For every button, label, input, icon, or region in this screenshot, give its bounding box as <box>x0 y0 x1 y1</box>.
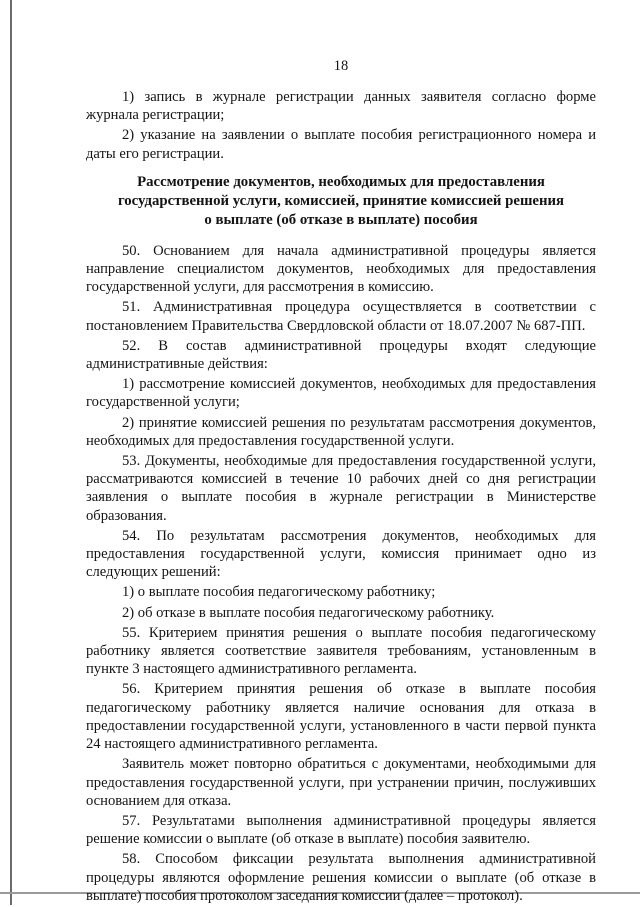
paragraph-53: 53. Документы, необходимые для предоставления государственной услуги, рассматриваются комиссией в течение 10 рабочих дней со дня регистрации заявления о выплате пособия в журнале регистрации в Министерстве образования. <box>86 453 596 524</box>
intro-item-1: 1) запись в журнале регистрации данных заявителя согласно форме журнала регистрации; <box>86 89 596 124</box>
document-body <box>86 88 596 907</box>
section-heading-line-3: о выплате (об отказе в выплате) пособия <box>204 211 478 228</box>
paragraph-58: 58. Способом фиксации результата выполнения административной процедуры являются оформление решения комиссии о выплате (об отказе в выплате) пособия протоколом заседания комиссии (далее – протокол). <box>86 851 596 904</box>
scan-edge-left <box>10 0 12 905</box>
paragraph-56: 56. Критерием принятия решения об отказе в выплате пособия педагогическому работнику является наличие основания для отказа в предоставлении государственной услуги, установленного в части первой пункта 24 настоящего административного регламента. <box>86 681 596 753</box>
section-heading <box>86 173 596 230</box>
paragraph-54-item-1: 1) о выплате пособия педагогическому работнику; <box>122 584 436 601</box>
section-heading-line-2: государственной услуги, комиссией, принятие комиссией решения <box>117 192 565 209</box>
paragraph-50: 50. Основанием для начала административной процедуры является направление специалистом документов, необходимых для предоставления государственной услуги, для рассмотрения в комиссию. <box>86 242 596 296</box>
paragraph-54-item-2: 2) об отказе в выплате пособия педагогическому работнику. <box>122 604 495 621</box>
paragraph-55: 55. Критерием принятия решения о выплате пособия педагогическому работнику является соответствие заявителя требованиям, установленным в пункте 3 настоящего административного регламента. <box>86 624 596 678</box>
paragraph-57: 57. Результатами выполнения административной процедуры является решение комиссии о выплате (об отказе в выплате) пособия заявителю. <box>86 812 596 848</box>
paragraph-51: 51. Административная процедура осуществляется в соответствии с постановлением Правительства Свердловской области от 18.07.2007 № 687-ПП. <box>86 299 596 334</box>
page-number: 18 <box>333 58 349 74</box>
paragraph-52-item-2: 2) принятие комиссией решения по результатам рассмотрения документов, необходимых для предоставления государственной услуги. <box>86 414 596 449</box>
paragraph-56-note: Заявитель может повторно обратиться с документами, необходимыми для предоставления государственной услуги, при устранении причин, послуживших основанием для отказа. <box>86 756 596 809</box>
section-heading-line-1: Рассмотрение документов, необходимых для предоставления <box>137 173 545 190</box>
paragraph-52-item-1: 1) рассмотрение комиссией документов, необходимых для предоставления государственной услуги; <box>86 376 596 411</box>
paragraph-52: 52. В состав административной процедуры входят следующие административные действия: <box>86 337 596 373</box>
intro-item-2: 2) указание на заявлении о выплате пособия регистрационного номера и даты его регистрации. <box>86 127 596 162</box>
paragraph-54: 54. По результатам рассмотрения документов, необходимых для предоставления государственной услуги, комиссия принимает одно из следующих решений: <box>86 527 596 581</box>
